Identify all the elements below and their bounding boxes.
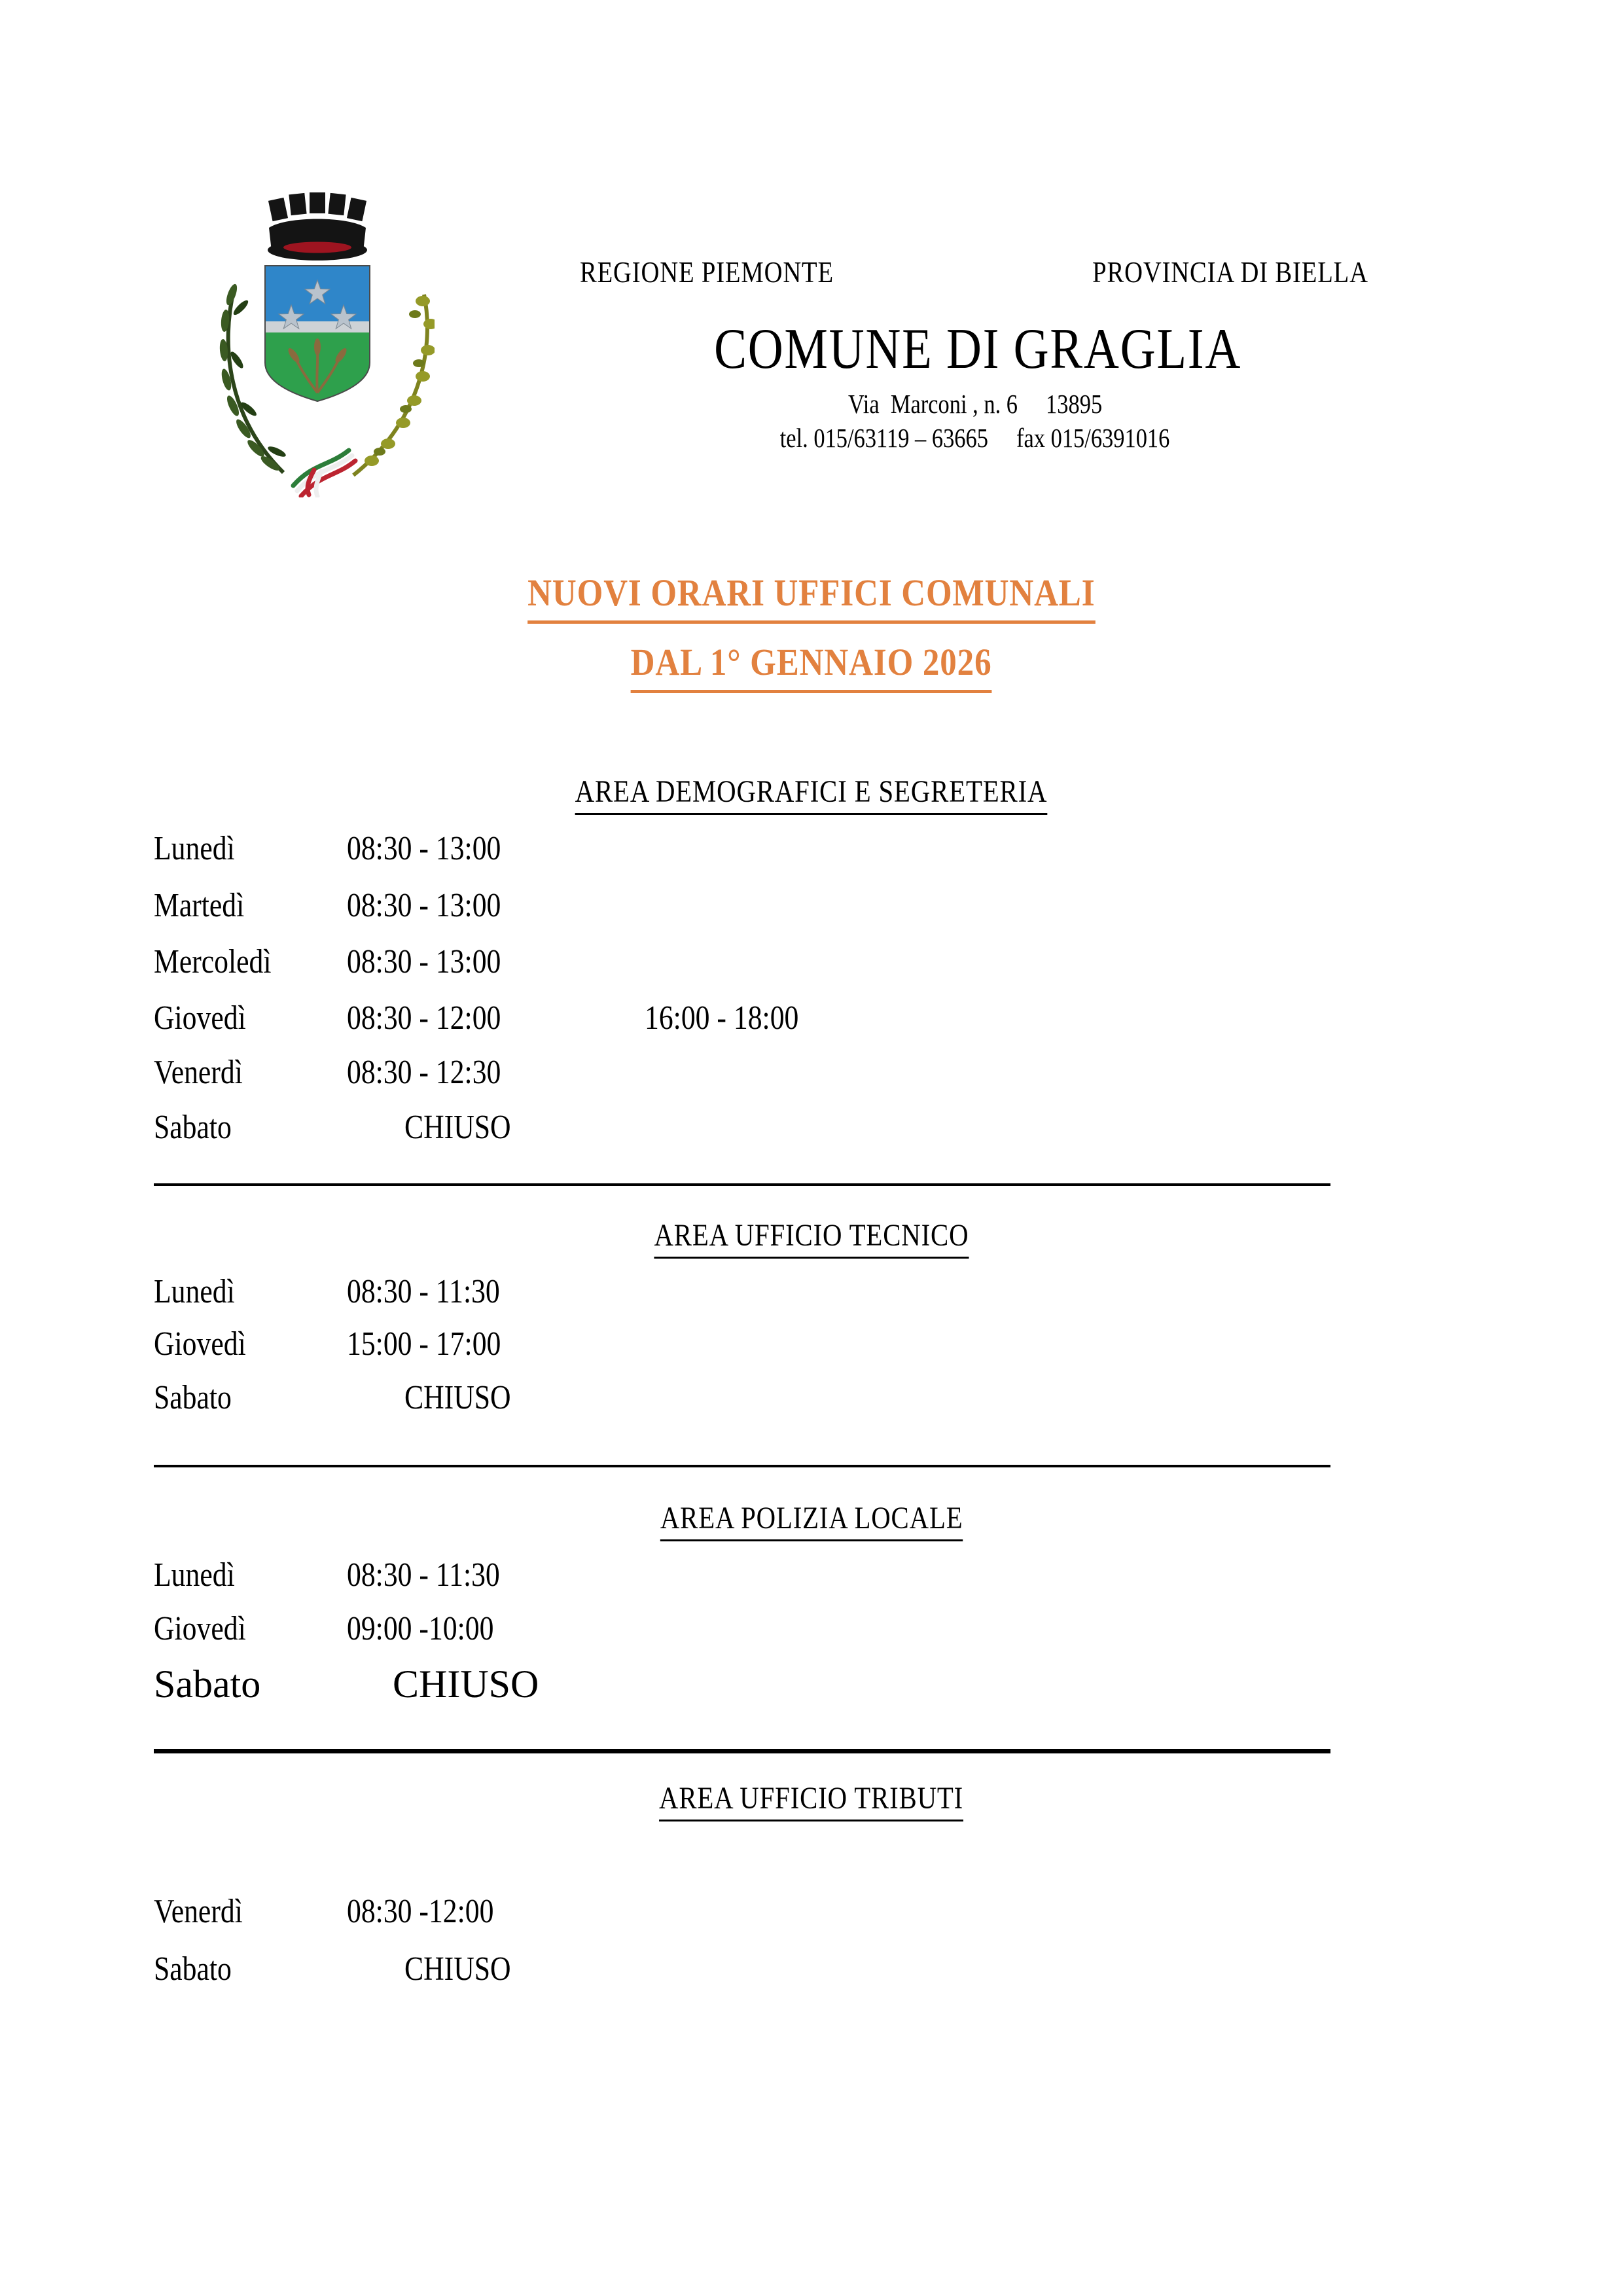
contacts-text: tel. 015/63119 – 63665 fax 015/6391016 — [780, 423, 1170, 453]
hours-value: 08:30 - 12:30 — [347, 1054, 501, 1091]
mural-crown — [268, 192, 367, 260]
section-title-polizia — [0, 1500, 1623, 1541]
hours-value: 08:30 -12:00 — [347, 1893, 494, 1930]
section-title-text: AREA UFFICIO TECNICO — [654, 1217, 969, 1259]
section-title-tributi — [0, 1780, 1623, 1821]
contacts-line — [668, 424, 1283, 452]
schedule-row — [0, 999, 1623, 1045]
shield — [265, 266, 370, 404]
notice-title-line2 — [0, 640, 1623, 693]
hours-value: 08:30 - 12:00 — [347, 999, 501, 1037]
notice-line1-text: NUOVI ORARI UFFICI COMUNALI — [527, 571, 1095, 624]
schedule-row — [0, 1893, 1623, 1939]
hours-value: 08:30 - 13:00 — [347, 943, 501, 980]
municipality-text: COMUNE DI GRAGLIA — [714, 317, 1242, 381]
schedule-row — [0, 1109, 1623, 1155]
graglia-coat-of-arms-icon — [215, 190, 435, 497]
province-text: PROVINCIA DI BIELLA — [1092, 255, 1368, 289]
day-label: Giovedì — [154, 1610, 246, 1647]
day-label: Sabato — [154, 1662, 261, 1706]
day-label: Sabato — [154, 1109, 232, 1146]
day-label: Sabato — [154, 1379, 232, 1416]
province-label — [1021, 257, 1440, 288]
hours-value: 08:30 - 11:30 — [347, 1556, 500, 1594]
hours-value: 08:30 - 13:00 — [347, 830, 501, 867]
closed-value: CHIUSO — [404, 1109, 511, 1146]
section-title-text: AREA UFFICIO TRIBUTI — [659, 1780, 963, 1821]
day-label: Lunedì — [154, 1556, 235, 1594]
schedule-row — [0, 1273, 1623, 1319]
day-label: Lunedì — [154, 1273, 235, 1310]
day-label: Giovedì — [154, 999, 246, 1037]
region-label — [497, 257, 916, 288]
day-label: Martedì — [154, 887, 245, 924]
closed-value: CHIUSO — [404, 1379, 511, 1416]
hours-value: 08:30 - 11:30 — [347, 1273, 500, 1310]
address-text: Via Marconi , n. 6 13895 — [847, 389, 1103, 419]
day-label: Venerdì — [154, 1893, 243, 1930]
schedule-row — [0, 943, 1623, 989]
schedule-row — [0, 1054, 1623, 1100]
separator-line — [154, 1749, 1330, 1753]
section-title-text: AREA POLIZIA LOCALE — [660, 1500, 963, 1541]
separator-line — [154, 1183, 1330, 1186]
address-line — [668, 390, 1283, 418]
schedule-row — [0, 1950, 1623, 1996]
day-label: Mercoledì — [154, 943, 272, 980]
schedule-row — [0, 1556, 1623, 1602]
coat-of-arms — [215, 190, 435, 497]
schedule-row — [0, 1325, 1623, 1371]
day-label: Giovedì — [154, 1325, 246, 1363]
hours-value: 09:00 -10:00 — [347, 1610, 494, 1647]
notice-line2-text: DAL 1° GENNAIO 2026 — [631, 640, 992, 693]
municipality-title — [668, 317, 1283, 381]
region-text: REGIONE PIEMONTE — [579, 255, 834, 289]
day-label: Venerdì — [154, 1054, 243, 1091]
schedule-row — [0, 1610, 1623, 1656]
hours-value: 08:30 - 13:00 — [347, 887, 501, 924]
schedule-row — [0, 1379, 1623, 1425]
section-title-demografici — [0, 774, 1623, 815]
schedule-row — [0, 887, 1623, 933]
separator-line — [154, 1465, 1330, 1467]
tricolor-ribbon — [293, 450, 355, 496]
closed-value: CHIUSO — [393, 1662, 539, 1706]
section-title-tecnico — [0, 1217, 1623, 1259]
hours-value: 15:00 - 17:00 — [347, 1325, 501, 1363]
day-label: Lunedì — [154, 830, 235, 867]
closed-value: CHIUSO — [404, 1950, 511, 1988]
hours-value-afternoon: 16:00 - 18:00 — [645, 999, 799, 1037]
section-title-text: AREA DEMOGRAFICI E SEGRETERIA — [575, 774, 1048, 815]
schedule-row — [0, 830, 1623, 876]
schedule-row — [0, 1662, 1623, 1708]
day-label: Sabato — [154, 1950, 232, 1988]
notice-title-line1 — [0, 571, 1623, 624]
